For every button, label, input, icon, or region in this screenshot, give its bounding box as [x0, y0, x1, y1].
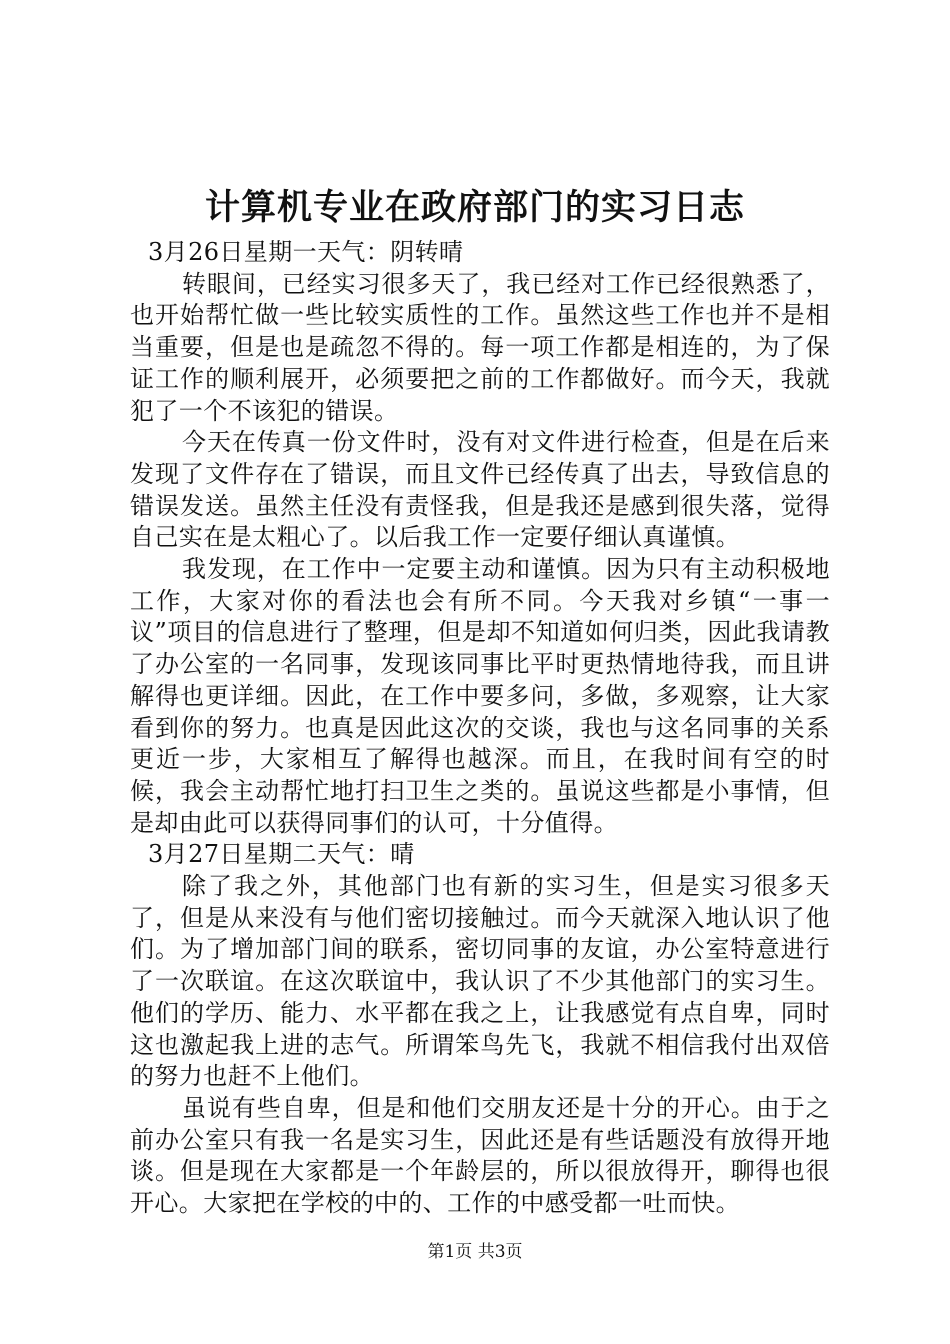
diary-date-heading: 3月26日星期一天气：阴转晴: [148, 238, 464, 266]
body-paragraph: 虽说有些自卑，但是和他们交朋友还是十分的开心。由于之前办公室只有我一名是实习生，因此还是有些话题没有放得开地谈。但是现在大家都是一个年龄层的，所以很放得开，聊得也很开心。大家把在学校的中的、工作的中感受都一吐而快。: [130, 1093, 830, 1218]
body-paragraph: 除了我之外，其他部门也有新的实习生，但是实习很多天了，但是从来没有与他们密切接触过。而今天就深入地认识了他们。为了增加部门间的联系，密切同事的友谊，办公室特意进行了一次联谊。在这次联谊中，我认识了不少其他部门的实习生。他们的学历、能力、水平都在我之上，让我感觉有点自卑，同时这也激起我上进的志气。所谓笨鸟先飞，我就不相信我付出双倍的努力也赶不上他们。: [130, 872, 830, 1091]
body-paragraph: 今天在传真一份文件时，没有对文件进行检查，但是在后来发现了文件存在了错误，而且文件已经传真了出去，导致信息的错误发送。虽然主任没有责怪我，但是我还是感到很失落，觉得自己实在是太粗心了。以后我工作一定要仔细认真谨慎。: [130, 428, 830, 552]
body-paragraph: 转眼间，已经实习很多天了，我已经对工作已经很熟悉了，也开始帮忙做一些比较实质性的工作。虽然这些工作也并不是相当重要，但是也是疏忽不得的。每一项工作都是相连的，为了保证工作的顺利展开，必须要把之前的工作都做好。而今天，我就犯了一个不该犯的错误。: [130, 269, 830, 425]
document-body: [130, 237, 830, 1220]
diary-date-heading: 3月27日星期二天气：晴: [148, 840, 415, 869]
document-title: 计算机专业在政府部门的实习日志: [204, 187, 745, 228]
page-footer: 第1页 共3页: [427, 1242, 523, 1262]
body-paragraph: 我发现，在工作中一定要主动和谨慎。因为只有主动积极地工作，大家对你的看法也会有所不同。今天我对乡镇“一事一议”项目的信息进行了整理，但是却不知道如何归类，因此我请教了办公室的一名同事，发现该同事比平时更热情地待我，而且讲解得也更详细。因此，在工作中要多问，多做，多观察，让大家看到你的努力。也真是因此这次的交谈，我也与这名同事的关系更近一步，大家相互了解得也越深。而且，在我时间有空的时候，我会主动帮忙地打扫卫生之类的。虽说这些都是小事情，但是却由此可以获得同事们的认可，十分值得。: [130, 555, 830, 837]
